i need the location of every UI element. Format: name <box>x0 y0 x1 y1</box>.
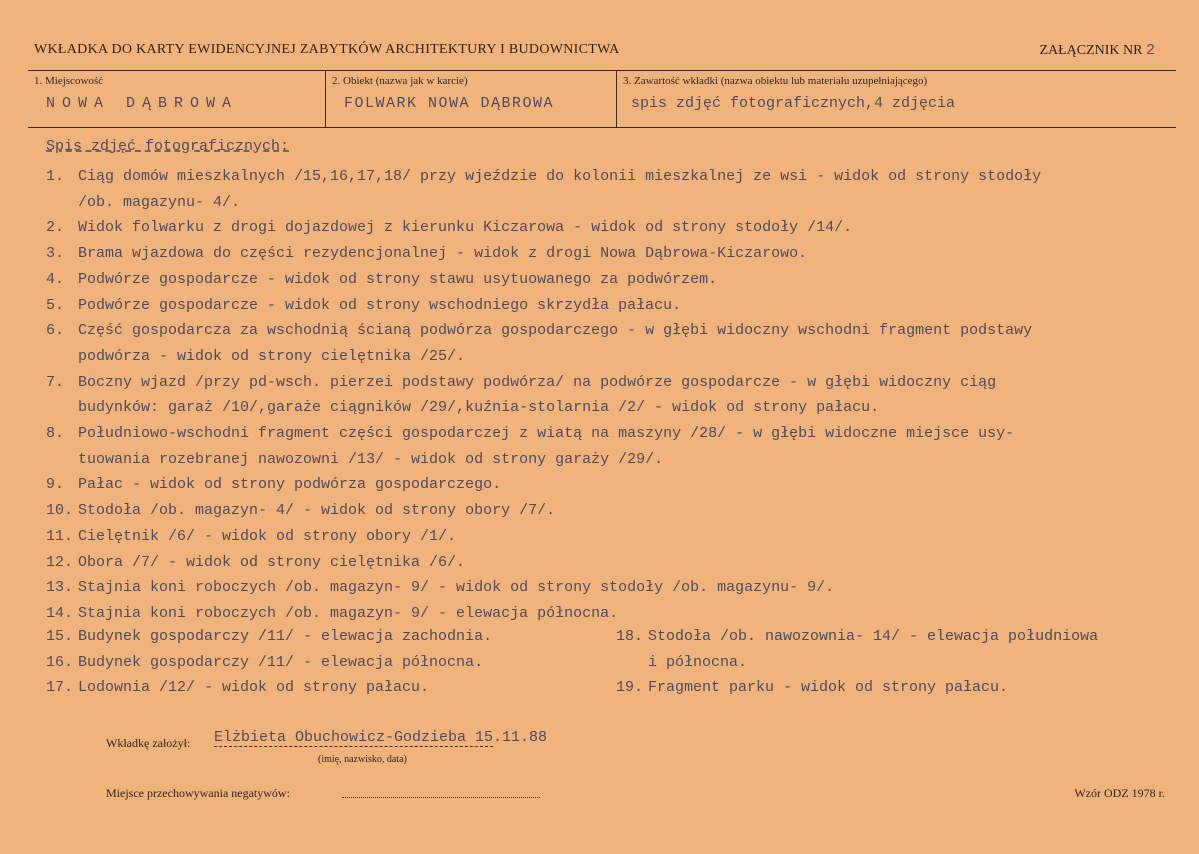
negatives-location-label: Miejsce przechowywania negatywów: <box>106 786 290 800</box>
list-item-text: Stodoła /ob. magazyn- 4/ - widok od strony obory /7/. <box>78 502 556 520</box>
list-item-number: 4. <box>46 270 65 288</box>
list-item-number: 15. <box>46 628 74 645</box>
list-item-number: 14. <box>46 604 74 622</box>
list-item-text: Stodoła /ob. nawozownia- 14/ - elewacja południowa <box>648 628 1099 645</box>
founded-by-label: Wkładkę założył: <box>106 736 191 750</box>
list-item-number: 7. <box>46 373 65 391</box>
list-item <box>46 318 1186 344</box>
photo-list-title: Spis zdjęć fotograficznych: <box>46 138 290 155</box>
list-item-text: Brama wjazdowa do części rezydencjonalnej - widok z drogi Nowa Dąbrowa-Kiczarowo. <box>78 245 808 263</box>
field-object-label: 2. Obiekt (nazwa jak w karcie) <box>332 75 468 87</box>
photo-list-left-column <box>46 624 616 701</box>
list-item <box>46 550 1186 576</box>
list-item-text: Widok folwarku z drogi dojazdowej z kierunku Kiczarowa - widok od strony stodoły /14/. <box>78 219 853 237</box>
list-item-number <box>616 650 648 676</box>
list-item-number <box>46 447 78 473</box>
header-fields <box>28 70 1176 128</box>
list-item-number: 12. <box>46 553 74 571</box>
photo-list <box>46 164 1186 627</box>
list-item <box>46 472 1186 498</box>
list-item <box>46 675 616 701</box>
list-item-text: Pałac - widok od strony podwórza gospodarczego. <box>78 476 502 494</box>
list-item <box>616 624 1186 650</box>
list-item-text: Ciąg domów mieszkalnych /15,16,17,18/ przy wjeździe do kolonii mieszkalnej ze wsi - widok od strony stodoły <box>78 168 1042 185</box>
list-item-text: Lodownia /12/ - widok od strony pałacu. <box>78 679 430 697</box>
list-item-number: 16. <box>46 653 74 671</box>
list-item-number: 10. <box>46 502 74 520</box>
list-item-text: Obora /7/ - widok od strony cielętnika /6/. <box>78 553 466 571</box>
list-item <box>46 293 1186 319</box>
list-item <box>46 370 1186 396</box>
list-item <box>46 395 1186 421</box>
list-item <box>616 675 1186 701</box>
list-item-text: Stajnia koni roboczych /ob. magazyn- 9/ - elewacja północna. <box>78 604 619 622</box>
list-item-text: Boczny wjazd /przy pd-wsch. pierzei podstawy podwórza/ na podwórze gospodarcze - w głębi widoczny ciąg <box>78 373 997 391</box>
annex-label: ZAŁĄCZNIK NR <box>1039 43 1143 58</box>
list-item-number: 17. <box>46 679 74 697</box>
list-item-text: Podwórze gospodarcze - widok od strony wschodniego skrzydła pałacu. <box>78 296 682 314</box>
list-item-number <box>46 344 78 370</box>
founded-by-date: .11.88 <box>493 729 548 746</box>
list-item-text: Stajnia koni roboczych /ob. magazyn- 9/ - widok od strony stodoły /ob. magazynu- 9/. <box>78 579 835 597</box>
annex-number <box>1039 42 1155 59</box>
list-item <box>46 164 1186 190</box>
list-item <box>46 267 1186 293</box>
list-item-text: Południowo-wschodni fragment części gospodarczej z wiatą na maszyny /28/ - w głębi widoczne miejsce usy- <box>78 425 1015 443</box>
list-item <box>616 650 1186 676</box>
field-contents <box>616 71 1176 127</box>
list-item-text: budynków: garaż /10/,garaże ciągników /29/,kuźnia-stolarnia /2/ - widok od strony pałacu. <box>78 399 880 417</box>
list-item-text: podwórza - widok od strony cielętnika /25/. <box>78 347 466 365</box>
list-item-number: 19. <box>616 679 644 697</box>
photo-list-two-columns <box>46 624 1186 701</box>
field-contents-value: spis zdjęć fotograficznych,4 zdjęcia <box>631 95 956 112</box>
list-item-number <box>46 190 78 216</box>
list-item-number: 5. <box>46 296 65 314</box>
list-item-text: tuowania rozebranej nawozowni /13/ - widok od strony garaży /29/. <box>78 450 664 468</box>
list-item-text: Budynek gospodarczy /11/ - elewacja północna. <box>78 653 484 671</box>
list-item <box>46 344 1186 370</box>
list-item-text: i północna. <box>648 653 748 671</box>
list-item-text: /ob. magazynu- 4/. <box>78 193 241 211</box>
list-item-number: 13. <box>46 579 74 597</box>
list-item-number: 8. <box>46 425 65 443</box>
list-item-number: 6. <box>46 322 65 340</box>
founded-by-name: Elżbieta Obuchowicz-Godzieba 15 <box>214 729 494 746</box>
list-item <box>46 575 1186 601</box>
list-item-text: Budynek gospodarczy /11/ - elewacja zachodnia. <box>78 628 493 645</box>
list-item <box>46 447 1186 473</box>
list-item <box>46 215 1186 241</box>
field-locality-label: 1. Miejscowość <box>34 75 104 87</box>
founded-by-value <box>214 729 547 746</box>
field-contents-label: 3. Zawartość wkładki (nazwa obiektu lub materiału uzupełniającego) <box>623 75 928 87</box>
photo-list-right-column <box>616 624 1186 701</box>
field-locality <box>28 71 325 127</box>
list-item <box>46 241 1186 267</box>
list-item <box>46 650 616 676</box>
field-locality-value: NOWA DĄBROWA <box>46 95 239 112</box>
list-item-number: 11. <box>46 527 74 545</box>
form-title: WKŁADKA DO KARTY EWIDENCYJNEJ ZABYTKÓW ARCHITEKTURY I BUDOWNICTWA <box>34 42 620 57</box>
list-item-text: Fragment parku - widok od strony pałacu. <box>648 679 1009 697</box>
list-item-number: 9. <box>46 476 65 494</box>
list-item <box>46 601 1186 627</box>
negatives-location-line <box>342 797 540 798</box>
annex-number-value: 2 <box>1145 42 1155 59</box>
field-object-value: FOLWARK NOWA DĄBROWA <box>344 95 555 112</box>
list-item <box>46 190 1186 216</box>
list-item-number <box>46 395 78 421</box>
list-item-text: Cielętnik /6/ - widok od strony obory /1/. <box>78 527 457 545</box>
list-item-text: Podwórze gospodarcze - widok od strony stawu usytuowanego za podwórzem. <box>78 270 718 288</box>
list-item <box>46 624 616 650</box>
form-model: Wzór ODZ 1978 r. <box>1074 786 1165 800</box>
list-item <box>46 498 1186 524</box>
list-item-number: 2. <box>46 219 65 237</box>
list-item <box>46 421 1186 447</box>
list-item-text: Część gospodarcza za wschodnią ścianą podwórza gospodarczego - w głębi widoczny wschodni fragment podstawy <box>78 322 1033 340</box>
list-item-number: 18. <box>616 628 644 645</box>
list-item-number: 1. <box>46 168 65 185</box>
field-object <box>325 71 616 127</box>
list-item <box>46 524 1186 550</box>
list-item-number: 3. <box>46 245 65 263</box>
founded-by-caption: (imię, nazwisko, data) <box>318 754 407 765</box>
